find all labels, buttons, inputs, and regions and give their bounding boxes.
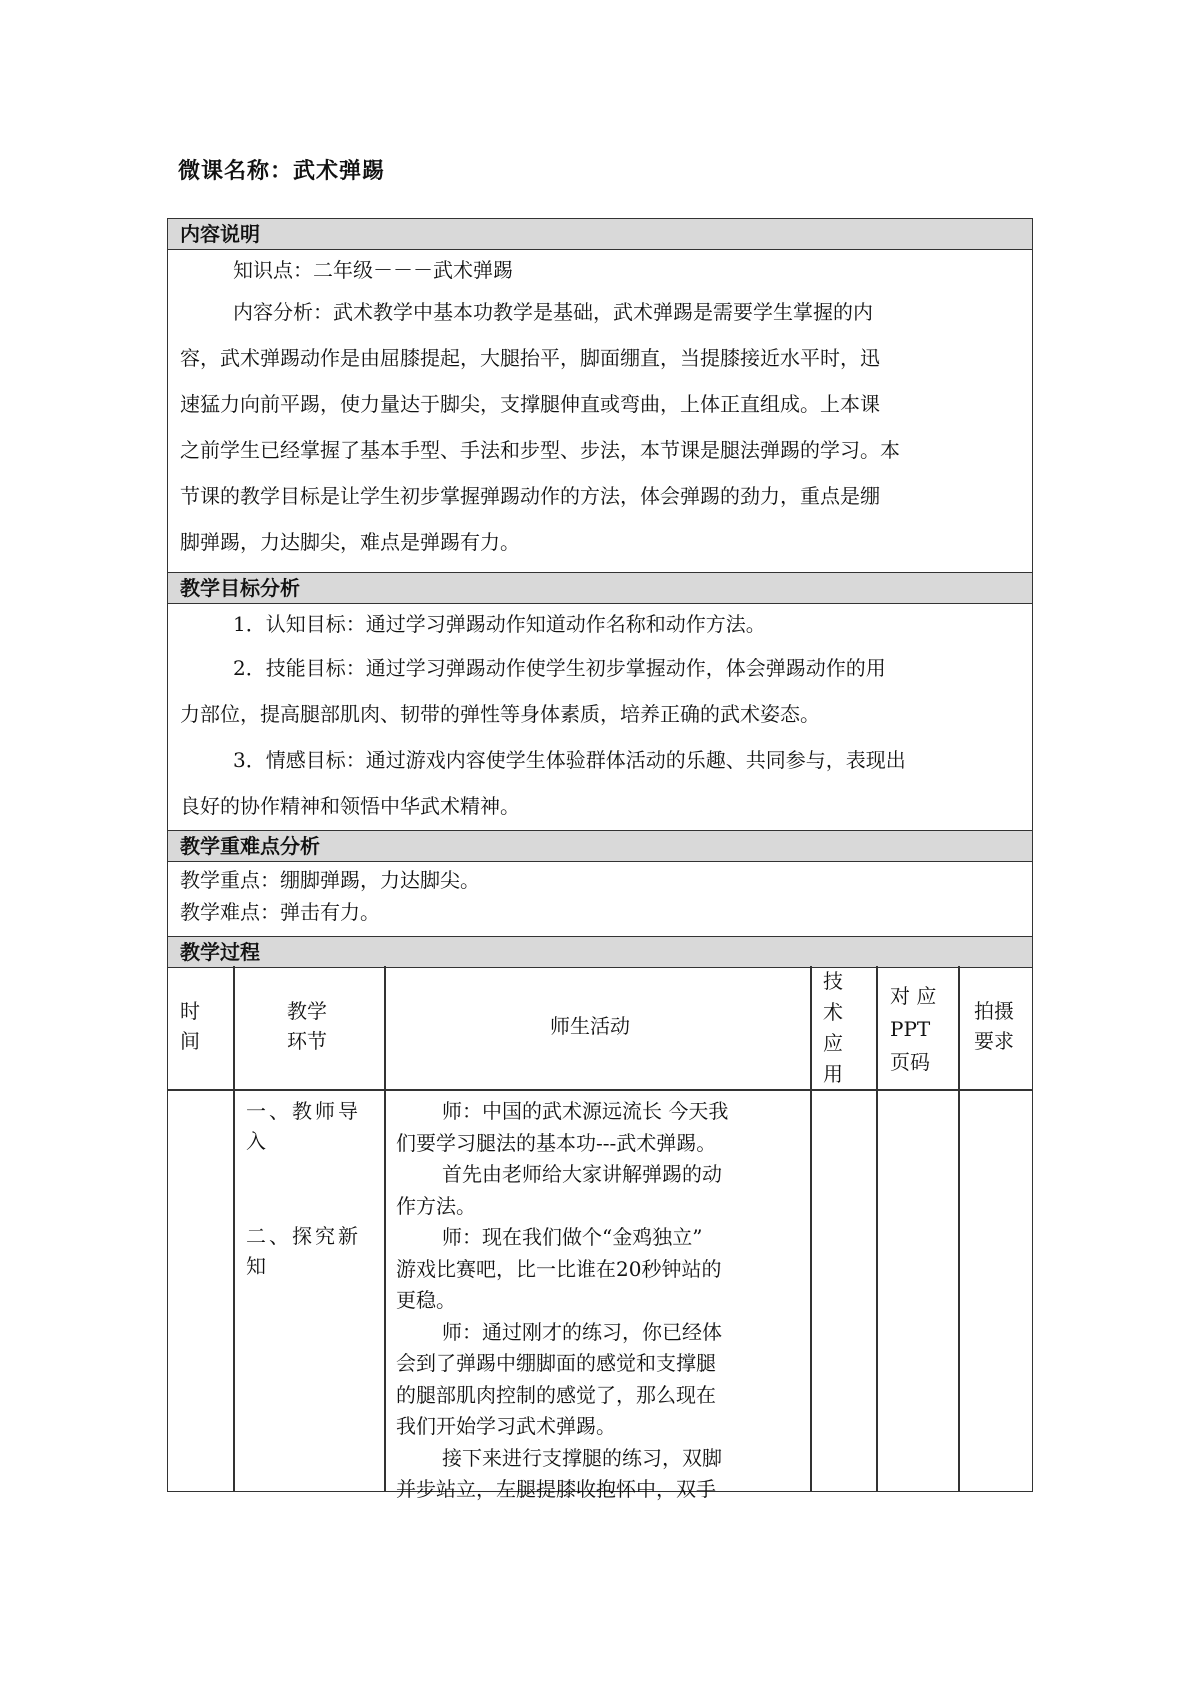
section-header-content: 内容说明 [167,218,1033,250]
goal-line: 3．情感目标：通过游戏内容使学生体验群体活动的乐趣、共同参与，表现出 [233,748,906,772]
col-header-time: 时 间 [180,999,200,1053]
col-header-activity: 师生活动 [550,1014,630,1038]
column-divider [810,966,812,1492]
col-header-ppt: 对 应 PPT 页码 [890,984,937,1074]
analysis-line: 容，武术弹踢动作是由屈膝提起，大腿抬平，脚面绷直，当提膝接近水平时，迅 [180,346,880,370]
column-divider [958,966,960,1492]
difficult-point: 教学难点：弹击有力。 [180,900,380,924]
analysis-line: 节课的教学目标是让学生初步掌握弹踢动作的方法，体会弹踢的劲力，重点是绷 [180,484,880,508]
activity-text: 师：中国的武术源远流长 今天我 们要学习腿法的基本功---武术弹踢。 首先由老师给大家讲解弹踢的动 作方法。 师：现在我们做个“金鸡独立” 游戏比赛吧，比一比谁在20秒钟站的 更稳。 师：通过刚才的练习，你已经体 会到了弹踢中绷脚面的感觉和支撑腿 的腿部肌肉控制的感觉了，那么现在 我们开始学习武术弹踢。 接下来进行支撑腿的练习，双脚 并步站立，左腿提膝收抱怀中，双手 [396,1099,729,1501]
col-header-tech: 技 术 应 用 [823,969,843,1086]
stage-intro: 一、教师导 入 [246,1099,361,1153]
col-header-shoot: 拍摄 要求 [974,999,1014,1053]
knowledge-point: 知识点：二年级－－－武术弹踢 [233,258,513,282]
column-divider [876,966,878,1492]
goal-line: 1．认知目标：通过学习弹踢动作知道动作名称和动作方法。 [233,612,766,636]
analysis-line: 之前学生已经掌握了基本手型、手法和步型、步法，本节课是腿法弹踢的学习。本 [180,438,900,462]
analysis-line: 脚弹踢，力达脚尖，难点是弹踢有力。 [180,530,520,554]
stage-explore: 二、探究新 知 [246,1224,361,1278]
document-title: 微课名称：武术弹踢 [178,159,386,184]
section-header-goals: 教学目标分析 [167,572,1033,604]
col-header-stage: 教学 环节 [287,999,327,1053]
goal-line: 良好的协作精神和领悟中华武术精神。 [180,794,520,818]
row-divider [167,1089,1033,1091]
analysis-line: 速猛力向前平踢，使力量达于脚尖，支撑腿伸直或弯曲，上体正直组成。上本课 [180,392,880,416]
column-divider [384,966,386,1492]
key-point: 教学重点：绷脚弹踢，力达脚尖。 [180,868,480,892]
goal-line: 2．技能目标：通过学习弹踢动作使学生初步掌握动作，体会弹踢动作的用 [233,656,886,680]
analysis-line: 内容分析：武术教学中基本功教学是基础，武术弹踢是需要学生掌握的内 [233,300,873,324]
column-divider [233,966,235,1492]
section-header-keypoints: 教学重难点分析 [167,830,1033,862]
goal-line: 力部位，提高腿部肌肉、韧带的弹性等身体素质，培养正确的武术姿态。 [180,702,820,726]
section-header-process: 教学过程 [167,936,1033,968]
